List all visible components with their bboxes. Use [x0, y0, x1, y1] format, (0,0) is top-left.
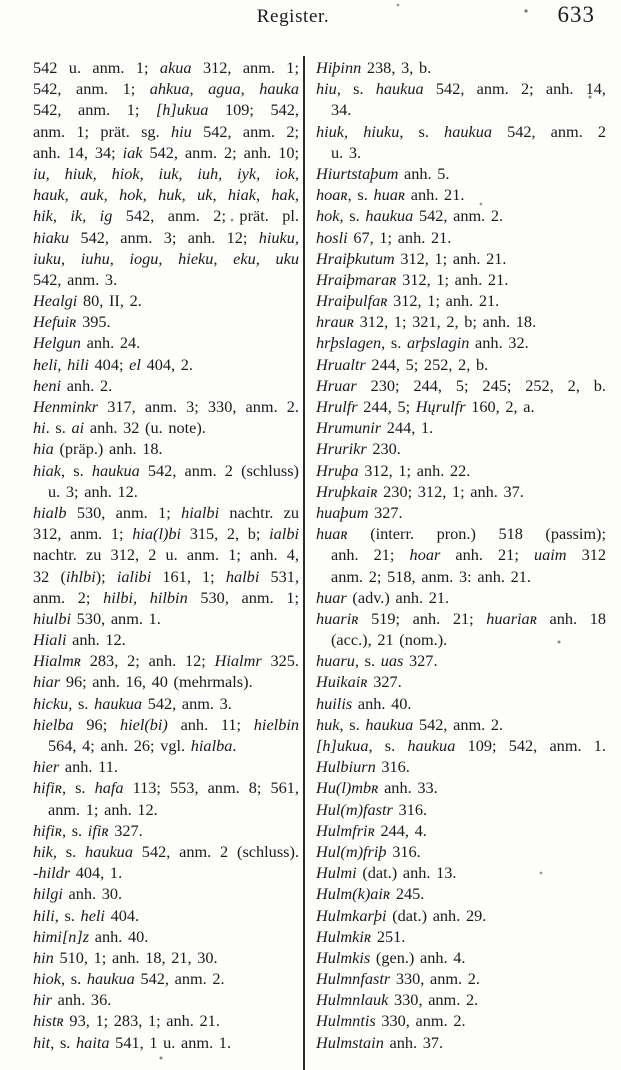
- index-line: u. 3.: [331, 142, 362, 162]
- index-line: hicku, s. haukua 542, anm. 3.: [33, 693, 232, 713]
- index-line: Hulmkiʀ 251.: [316, 926, 406, 946]
- index-line: Hulmnlauk 330, anm. 2.: [316, 990, 479, 1010]
- index-line: hik, s. haukua 542, anm. 2 (schluss).: [33, 841, 299, 861]
- index-line: Hul(m)friþ 316.: [316, 841, 421, 861]
- index-line: Hulmntis 330, anm. 2.: [316, 1011, 466, 1031]
- index-line: hier anh. 11.: [33, 757, 118, 777]
- index-line: 564, 4; anh. 26; vgl. hialba.: [48, 736, 237, 755]
- index-line: Hrurikr 230.: [316, 439, 401, 459]
- index-line: Hulmnfastr 330, anm. 2.: [316, 969, 481, 989]
- index-line: Hulmi (dat.) anh. 13.: [316, 863, 457, 883]
- index-line: Hrumunir 244, 1.: [316, 418, 434, 438]
- index-line: Hraiþulfaʀ 312, 1; anh. 21.: [316, 291, 500, 311]
- index-line: 542 u. anm. 1; akua 312, anm. 1;: [33, 58, 299, 77]
- index-column-left: [33, 57, 299, 1053]
- index-line: hialb 530, anm. 1; hialbi nachtr. zu: [33, 502, 299, 522]
- index-line: anh. 21; hoar anh. 21; uaim 312: [331, 545, 606, 565]
- index-line: iu, hiuk, hiok, iuk, iuh, iyk, iok,: [33, 163, 299, 183]
- index-line: hosli 67, 1; anh. 21.: [316, 227, 452, 247]
- index-line: 542, anm. 3.: [33, 269, 118, 289]
- index-line: anm. 1; prät. sg. hiu 542, anm. 2;: [33, 121, 299, 141]
- index-line: Hraiþkutum 312, 1; anh. 21.: [316, 248, 507, 268]
- scan-speck-noise: [0, 0, 2, 2]
- index-line: hiok, s. haukua 542, anm. 2.: [33, 969, 225, 989]
- index-line: Hu(l)mbʀ anh. 33.: [316, 778, 438, 798]
- index-line: hiar 96; anh. 16, 40 (mehrmals).: [33, 672, 253, 692]
- index-line: huariʀ 519; anh. 21; huariaʀ anh. 18: [316, 608, 606, 628]
- index-line: huaru, s. uas 327.: [316, 651, 438, 671]
- index-line: Hulmstain anh. 37.: [316, 1032, 444, 1052]
- index-line: Hulmfriʀ 244, 4.: [316, 820, 427, 840]
- index-line: Hrulfr 244, 5; Hųrulfr 160, 2, a.: [316, 397, 535, 416]
- page-number: 633: [557, 2, 595, 27]
- index-line: heli, hili 404; el 404, 2.: [33, 354, 193, 374]
- index-line: anm. 2; hilbi, hilbin 530, anm. 1;: [33, 587, 299, 607]
- index-line: histʀ 93, 1; 283, 1; anh. 21.: [33, 1011, 220, 1031]
- index-line: nachtr. zu 312, 2 u. anm. 1; anh. 4,: [33, 545, 299, 565]
- index-line: Healgi 80, II, 2.: [33, 291, 142, 311]
- index-line: hir anh. 36.: [33, 990, 112, 1010]
- index-line: hia (präp.) anh. 18.: [33, 439, 163, 459]
- index-line: hok, s. haukua 542, anm. 2.: [316, 206, 504, 226]
- index-line: 32 (ihlbi); ialibi 161, 1; halbi 531,: [33, 566, 299, 586]
- index-line: (acc.), 21 (nom.).: [331, 630, 448, 650]
- index-line: 34.: [331, 100, 352, 120]
- index-line: himi[n]z anh. 40.: [33, 926, 149, 946]
- index-line: 542, anm. 1; [h]ukua 109; 542,: [33, 100, 299, 120]
- index-line: Hul(m)fastr 316.: [316, 799, 428, 819]
- index-line: iuku, iuhu, iogu, hieku, eku, uku: [33, 248, 299, 268]
- index-line: -hildr 404, 1.: [33, 863, 123, 883]
- index-line: anm. 1; anh. 12.: [48, 799, 158, 819]
- column-divider-rule: [303, 56, 305, 1070]
- index-line: heni anh. 2.: [33, 375, 113, 395]
- index-line: hik, ik, ig 542, anm. 2; prät. pl.: [33, 206, 299, 226]
- index-line: hrþslagen, s. arþslagin anh. 32.: [316, 333, 529, 353]
- index-line: Hiali anh. 12.: [33, 630, 126, 650]
- index-line: Hiurtstaþum anh. 5.: [316, 163, 450, 183]
- index-line: Hulbiurn 316.: [316, 757, 410, 777]
- index-line: Hulmkis (gen.) anh. 4.: [316, 947, 466, 967]
- index-line: Hulmkarþi (dat.) anh. 29.: [316, 905, 487, 925]
- index-line: hit, s. haita 541, 1 u. anm. 1.: [33, 1032, 232, 1052]
- index-line: huilis anh. 40.: [316, 693, 412, 713]
- index-line: Hiþinn 238, 3, b.: [316, 58, 432, 77]
- index-line: huar (adv.) anh. 21.: [316, 587, 450, 607]
- index-line: hifiʀ, s. hafa 113; 553, anm. 8; 561,: [33, 778, 299, 798]
- index-line: huk, s. haukua 542, anm. 2.: [316, 714, 504, 734]
- index-line: anm. 2; 518, anm. 3: anh. 21.: [331, 566, 531, 586]
- index-line: [h]ukua, s. haukua 109; 542, anm. 1.: [316, 736, 606, 755]
- index-line: Hialmʀ 283, 2; anh. 12; Hialmr 325.: [33, 651, 299, 671]
- index-line: Henminkr 317, anm. 3; 330, anm. 2.: [33, 397, 299, 416]
- index-line: hiu, s. haukua 542, anm. 2; anh. 14,: [316, 79, 606, 99]
- page-title: Register.: [256, 6, 330, 27]
- index-line: Hruþkaiʀ 230; 312, 1; anh. 37.: [316, 481, 524, 501]
- index-line: Hraiþmaraʀ 312, 1; anh. 21.: [316, 269, 509, 289]
- index-line: Hrualtr 244, 5; 252, 2, b.: [316, 354, 489, 374]
- index-line: Helgun anh. 24.: [33, 333, 141, 353]
- index-line: hi. s. ai anh. 32 (u. note).: [33, 418, 206, 438]
- index-line: huaþum 327.: [316, 502, 403, 522]
- index-line: hin 510, 1; anh. 18, 21, 30.: [33, 947, 218, 967]
- index-line: hoaʀ, s. huaʀ anh. 21.: [316, 185, 465, 205]
- index-line: Hruar 230; 244, 5; 245; 252, 2, b.: [316, 375, 606, 395]
- index-column-right: [316, 57, 606, 1053]
- index-line: u. 3; anh. 12.: [48, 481, 138, 501]
- index-line: hielba 96; hiel(bi) anh. 11; hielbin: [33, 714, 299, 734]
- index-line: Hefuiʀ 395.: [33, 312, 111, 332]
- index-line: huaʀ (interr. pron.) 518 (passim);: [316, 524, 606, 544]
- index-line: Hruþa 312, 1; anh. 22.: [316, 460, 471, 480]
- index-line: hilgi anh. 30.: [33, 884, 123, 904]
- index-line: hiaku 542, anm. 3; anh. 12; hiuku,: [33, 227, 299, 247]
- index-line: anh. 14, 34; iak 542, anm. 2; anh. 10;: [33, 142, 299, 162]
- index-line: Hulm(k)aiʀ 245.: [316, 884, 425, 904]
- index-line: 312, anm. 1; hia(l)bi 315, 2, b; ialbi: [33, 524, 299, 544]
- index-line: hiulbi 530, anm. 1.: [33, 608, 161, 628]
- index-line: hifiʀ, s. ifiʀ 327.: [33, 820, 143, 840]
- index-line: Huikaiʀ 327.: [316, 672, 402, 692]
- index-line: hauk, auk, hok, huk, uk, hiak, hak,: [33, 185, 299, 205]
- index-line: hili, s. heli 404.: [33, 905, 140, 925]
- index-line: 542, anm. 1; ahkua, agua, hauka: [33, 79, 299, 99]
- index-line: hiak, s. haukua 542, anm. 2 (schluss): [33, 460, 299, 480]
- index-line: hrauʀ 312, 1; 321, 2, b; anh. 18.: [316, 312, 537, 332]
- index-line: hiuk, hiuku, s. haukua 542, anm. 2: [316, 121, 606, 141]
